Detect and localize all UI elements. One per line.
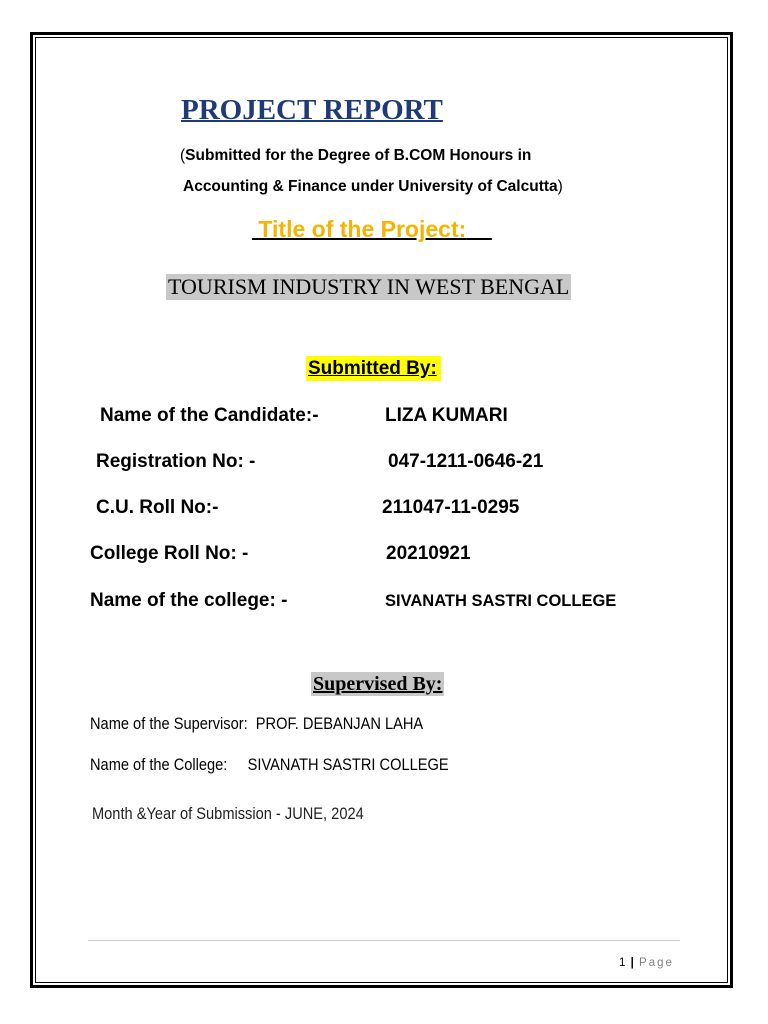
supervised-by-heading: Supervised By:	[313, 673, 443, 695]
candidate-name-label: Name of the Candidate:-	[100, 405, 319, 426]
supervisor-college-line	[90, 755, 449, 775]
submission-line-1	[180, 147, 531, 165]
submission-line-1-text: Submitted for the Degree of B.COM Honours in	[185, 147, 532, 164]
college-roll-value: 20210921	[386, 543, 471, 564]
project-topic: TOURISM INDUSTRY IN WEST BENGAL	[168, 274, 570, 299]
report-title: PROJECT REPORT	[181, 94, 443, 126]
college-name-label: Name of the college: -	[90, 590, 288, 611]
project-title-label	[252, 216, 492, 243]
supervisor-name-value: PROF. DEBANJAN LAHA	[255, 714, 424, 733]
submission-line-2-text: Accounting & Finance under University of Calcutta	[183, 178, 558, 195]
candidate-name-value: LIZA KUMARI	[385, 405, 508, 426]
close-paren: )	[557, 178, 563, 195]
submission-date-value: JUNE, 2024	[284, 804, 364, 823]
supervisor-name-label: Name of the Supervisor:	[90, 714, 248, 733]
page-number: 1	[619, 957, 626, 969]
registration-label: Registration No: -	[96, 451, 256, 472]
submission-line-2	[183, 178, 563, 196]
supervisor-college-label: Name of the College:	[90, 755, 228, 774]
footer-divider	[88, 940, 680, 941]
cu-roll-label: C.U. Roll No:-	[96, 497, 219, 518]
open-paren: (	[180, 147, 186, 164]
college-name-value: SIVANATH SASTRI COLLEGE	[385, 592, 617, 610]
submitted-by-heading: Submitted By:	[306, 356, 441, 381]
supervisor-college-value: SIVANATH SASTRI COLLEGE	[247, 755, 449, 774]
supervisor-line	[90, 714, 423, 734]
submission-date-label: Month &Year of Submission -	[92, 804, 281, 823]
project-title-label-text: Title of the Project:	[258, 216, 467, 242]
cu-roll-value: 211047-11-0295	[382, 497, 520, 518]
submission-date-line	[92, 804, 364, 824]
page-number-footer	[619, 957, 674, 969]
page-word: Page	[639, 957, 674, 969]
college-roll-label: College Roll No: -	[90, 543, 249, 564]
page-separator: |	[630, 957, 634, 969]
registration-value: 047-1211-0646-21	[388, 451, 544, 472]
